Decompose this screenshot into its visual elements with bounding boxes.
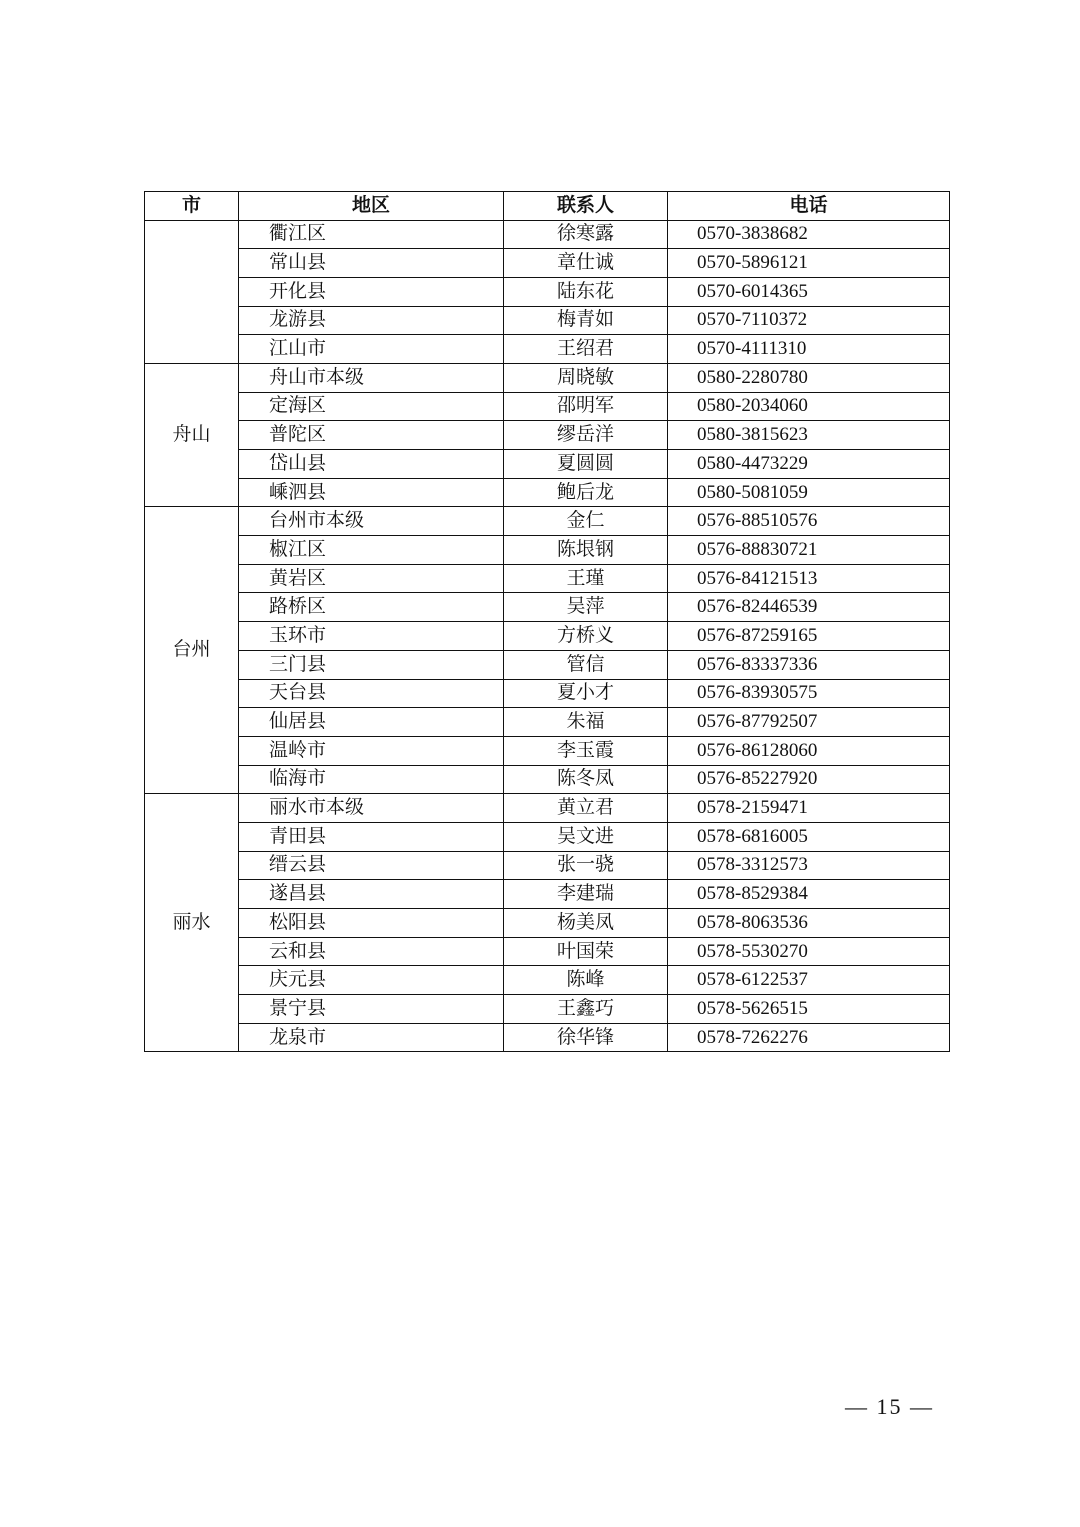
phone-cell: 0576-86128060 (668, 736, 950, 765)
region-cell: 云和县 (239, 937, 504, 966)
table-row (145, 536, 950, 565)
contact-cell: 杨美凤 (504, 909, 668, 938)
header-row (145, 192, 950, 221)
phone-cell: 0578-6122537 (668, 966, 950, 995)
region-cell: 开化县 (239, 277, 504, 306)
phone-cell: 0580-2280780 (668, 363, 950, 392)
contact-cell: 叶国荣 (504, 937, 668, 966)
table-row (145, 220, 950, 249)
phone-cell: 0570-5896121 (668, 249, 950, 278)
table-row (145, 995, 950, 1024)
region-cell: 龙泉市 (239, 1023, 504, 1052)
contact-cell: 吴文进 (504, 822, 668, 851)
phone-cell: 0578-5626515 (668, 995, 950, 1024)
region-cell: 温岭市 (239, 736, 504, 765)
contact-cell: 邵明军 (504, 392, 668, 421)
phone-cell: 0576-87259165 (668, 622, 950, 651)
contact-table (144, 191, 950, 1052)
phone-cell: 0578-7262276 (668, 1023, 950, 1052)
contact-cell: 夏小才 (504, 679, 668, 708)
contact-cell: 朱福 (504, 708, 668, 737)
region-cell: 江山市 (239, 335, 504, 364)
table-row (145, 909, 950, 938)
contact-cell: 鲍后龙 (504, 478, 668, 507)
table-row (145, 335, 950, 364)
table-row (145, 765, 950, 794)
table-row (145, 1023, 950, 1052)
table-row (145, 277, 950, 306)
table-row (145, 679, 950, 708)
contact-cell: 黄立君 (504, 794, 668, 823)
header-city: 市 (145, 192, 239, 221)
table-row (145, 392, 950, 421)
region-cell: 普陀区 (239, 421, 504, 450)
region-cell: 遂昌县 (239, 880, 504, 909)
region-cell: 三门县 (239, 650, 504, 679)
city-cell: 丽水 (145, 794, 239, 1052)
region-cell: 青田县 (239, 822, 504, 851)
region-cell: 松阳县 (239, 909, 504, 938)
phone-cell: 0580-3815623 (668, 421, 950, 450)
region-cell: 椒江区 (239, 536, 504, 565)
table-row (145, 736, 950, 765)
region-cell: 缙云县 (239, 851, 504, 880)
city-cell: 台州 (145, 507, 239, 794)
contact-cell: 管信 (504, 650, 668, 679)
table-row (145, 880, 950, 909)
table-row (145, 622, 950, 651)
table-row (145, 564, 950, 593)
contact-cell: 周晓敏 (504, 363, 668, 392)
table-row (145, 421, 950, 450)
phone-cell: 0576-88510576 (668, 507, 950, 536)
region-cell: 仙居县 (239, 708, 504, 737)
contact-cell: 章仕诚 (504, 249, 668, 278)
table-row (145, 363, 950, 392)
region-cell: 路桥区 (239, 593, 504, 622)
header-phone: 电话 (668, 192, 950, 221)
region-cell: 常山县 (239, 249, 504, 278)
table-row (145, 593, 950, 622)
table-row (145, 478, 950, 507)
region-cell: 玉环市 (239, 622, 504, 651)
contact-cell: 缪岳洋 (504, 421, 668, 450)
phone-cell: 0576-82446539 (668, 593, 950, 622)
contact-cell: 金仁 (504, 507, 668, 536)
region-cell: 景宁县 (239, 995, 504, 1024)
table-row (145, 306, 950, 335)
phone-cell: 0576-88830721 (668, 536, 950, 565)
phone-cell: 0580-4473229 (668, 450, 950, 479)
phone-cell: 0580-5081059 (668, 478, 950, 507)
page-number: — 15 — (845, 1394, 934, 1419)
table-row (145, 650, 950, 679)
contact-cell: 陈垠钢 (504, 536, 668, 565)
table-row (145, 249, 950, 278)
phone-cell: 0578-2159471 (668, 794, 950, 823)
region-cell: 龙游县 (239, 306, 504, 335)
phone-cell: 0576-83337336 (668, 650, 950, 679)
region-cell: 岱山县 (239, 450, 504, 479)
region-cell: 黄岩区 (239, 564, 504, 593)
phone-cell: 0576-83930575 (668, 679, 950, 708)
phone-cell: 0576-85227920 (668, 765, 950, 794)
table-body (145, 220, 950, 1052)
header-contact: 联系人 (504, 192, 668, 221)
table-row (145, 450, 950, 479)
region-cell: 定海区 (239, 392, 504, 421)
phone-cell: 0578-6816005 (668, 822, 950, 851)
phone-cell: 0578-8529384 (668, 880, 950, 909)
phone-cell: 0578-3312573 (668, 851, 950, 880)
contact-cell: 陈峰 (504, 966, 668, 995)
region-cell: 临海市 (239, 765, 504, 794)
region-cell: 嵊泗县 (239, 478, 504, 507)
table-row (145, 822, 950, 851)
table-row (145, 851, 950, 880)
table-row (145, 966, 950, 995)
phone-cell: 0580-2034060 (668, 392, 950, 421)
phone-cell: 0576-84121513 (668, 564, 950, 593)
city-cell: 舟山 (145, 363, 239, 506)
contact-cell: 陈冬凤 (504, 765, 668, 794)
phone-cell: 0578-8063536 (668, 909, 950, 938)
contact-cell: 徐寒露 (504, 220, 668, 249)
contact-cell: 夏圆圆 (504, 450, 668, 479)
header-region: 地区 (239, 192, 504, 221)
contact-cell: 吴萍 (504, 593, 668, 622)
phone-cell: 0576-87792507 (668, 708, 950, 737)
contact-cell: 王绍君 (504, 335, 668, 364)
table-row (145, 507, 950, 536)
contact-cell: 梅青如 (504, 306, 668, 335)
region-cell: 衢江区 (239, 220, 504, 249)
contact-cell: 李建瑞 (504, 880, 668, 909)
table-row (145, 708, 950, 737)
contact-cell: 李玉霞 (504, 736, 668, 765)
phone-cell: 0570-7110372 (668, 306, 950, 335)
region-cell: 天台县 (239, 679, 504, 708)
phone-cell: 0578-5530270 (668, 937, 950, 966)
region-cell: 舟山市本级 (239, 363, 504, 392)
phone-cell: 0570-4111310 (668, 335, 950, 364)
phone-cell: 0570-3838682 (668, 220, 950, 249)
phone-cell: 0570-6014365 (668, 277, 950, 306)
contact-cell: 王鑫巧 (504, 995, 668, 1024)
contact-cell: 陆东花 (504, 277, 668, 306)
contact-cell: 王瑾 (504, 564, 668, 593)
table-row (145, 937, 950, 966)
city-cell (145, 220, 239, 363)
region-cell: 丽水市本级 (239, 794, 504, 823)
table-row (145, 794, 950, 823)
region-cell: 庆元县 (239, 966, 504, 995)
contact-cell: 张一骁 (504, 851, 668, 880)
contact-cell: 方桥义 (504, 622, 668, 651)
contact-cell: 徐华锋 (504, 1023, 668, 1052)
region-cell: 台州市本级 (239, 507, 504, 536)
